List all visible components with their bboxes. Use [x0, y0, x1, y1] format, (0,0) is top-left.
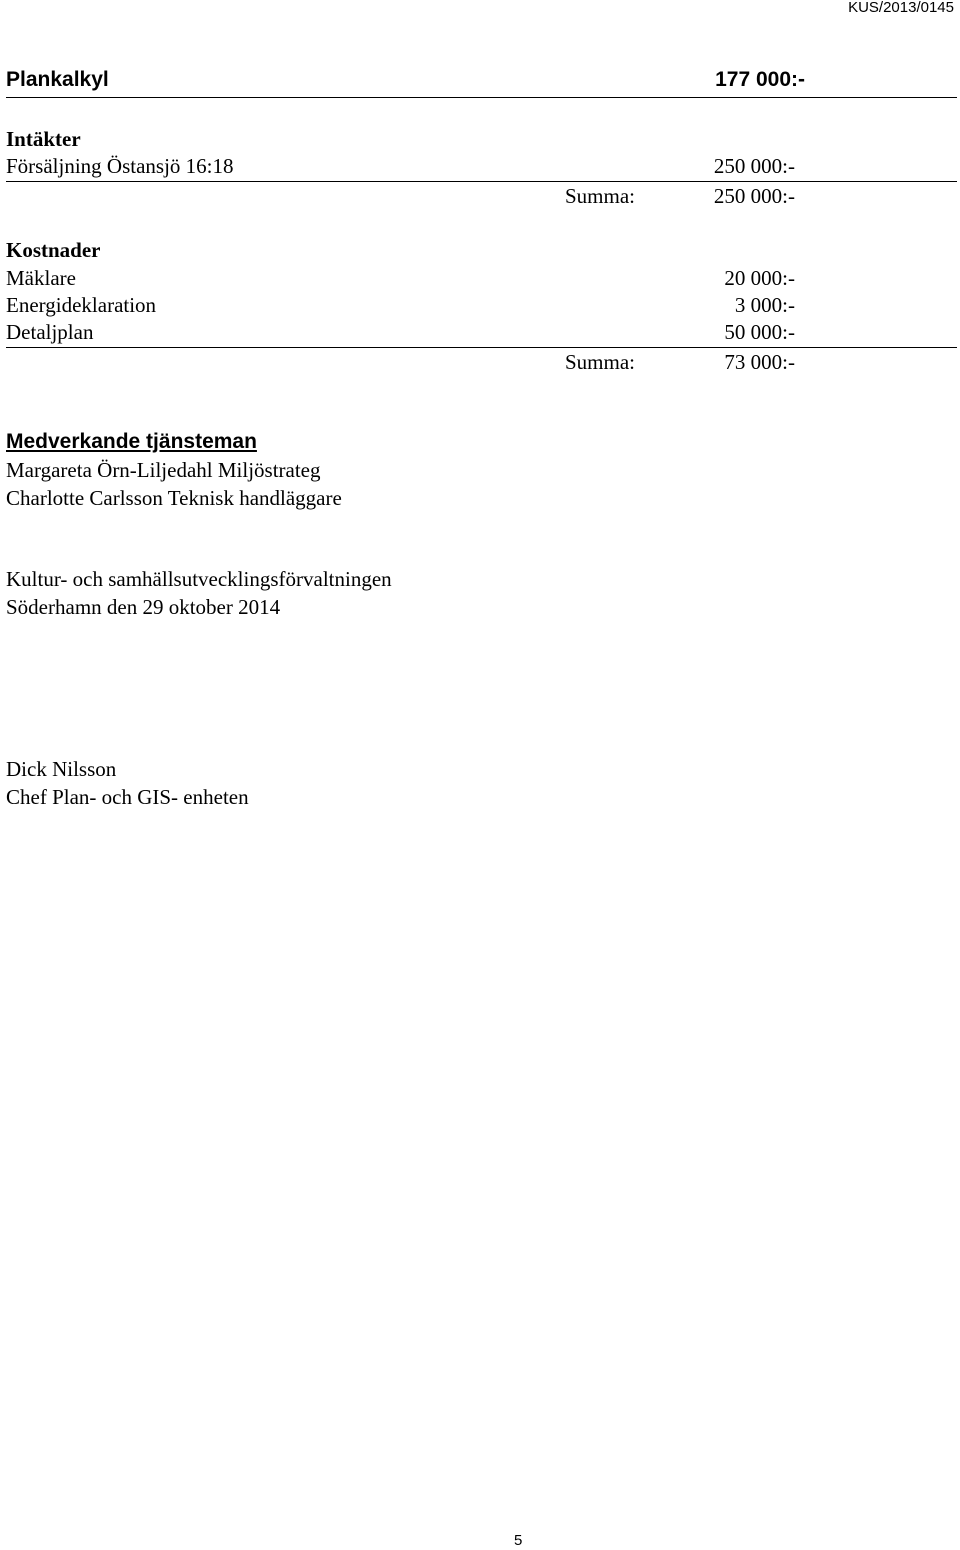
income-item-label: Försäljning Östansjö 16:18 [6, 154, 234, 178]
official-name: Charlotte Carlsson Teknisk handläggare [6, 486, 342, 510]
cost-item-label: Mäklare [6, 266, 76, 290]
official-name: Margareta Örn-Liljedahl Miljöstrateg [6, 458, 321, 482]
issuer-place-date: Söderhamn den 29 oktober 2014 [6, 595, 281, 619]
income-sum-amount: 250 000:- [713, 184, 795, 208]
officials-heading: Medverkande tjänsteman [6, 430, 257, 453]
signatory-title: Chef Plan- och GIS- enheten [6, 785, 249, 809]
issuer-organization: Kultur- och samhällsutvecklingsförvaltningen [6, 567, 392, 591]
cost-item-label: Energideklaration [6, 293, 157, 317]
cost-item-amount: 3 000:- [734, 293, 795, 317]
plan-title: Plankalkyl [6, 68, 109, 91]
costs-sum-label: Summa: [565, 350, 636, 374]
costs-heading: Kostnader [6, 238, 101, 262]
title-divider [6, 97, 957, 98]
income-heading: Intäkter [6, 127, 81, 151]
costs-divider [6, 347, 957, 348]
plan-total: 177 000:- [715, 68, 805, 91]
document-reference: KUS/2013/0145 [848, 0, 954, 16]
signatory-name: Dick Nilsson [6, 757, 117, 781]
page-number: 5 [514, 1532, 523, 1549]
cost-item-amount: 50 000:- [724, 320, 795, 344]
income-sum-label: Summa: [565, 184, 636, 208]
cost-item-label: Detaljplan [6, 320, 94, 344]
income-item-amount: 250 000:- [713, 154, 795, 178]
cost-item-amount: 20 000:- [724, 266, 795, 290]
income-divider [6, 181, 957, 182]
costs-sum-amount: 73 000:- [724, 350, 795, 374]
